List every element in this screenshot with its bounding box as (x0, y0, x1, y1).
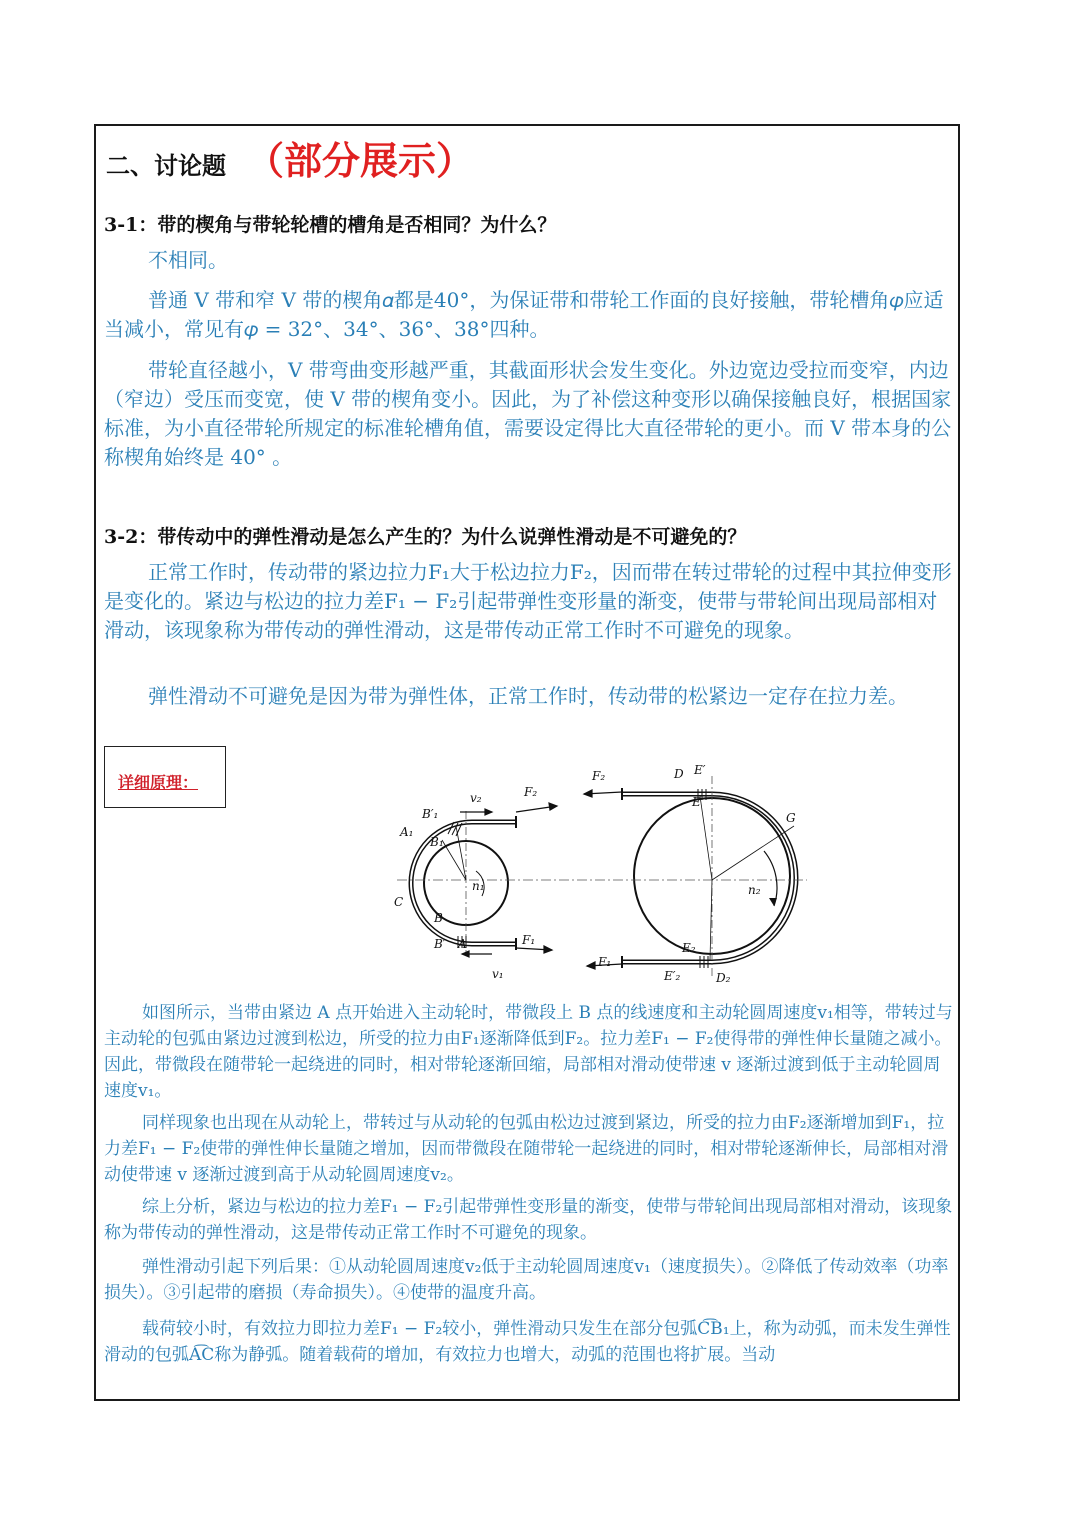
answer-3-1-p1: 普通 V 带和窄 V 带的楔角𝛼都是40°，为保证带和带轮工作面的良好接触，带轮槽角𝜑应适当减小，常见有𝜑 = 32°、34°、36°、38°四种。 (104, 288, 944, 341)
label-D2: D₂ (716, 971, 731, 985)
question-3-2: 3-2：带传动中的弹性滑动是怎么产生的？为什么说弹性滑动是不可避免的？ (104, 526, 747, 548)
label-n1: n₁ (472, 879, 485, 893)
label-Ep: E′ (694, 763, 706, 777)
label-E2p: E′₂ (664, 969, 681, 983)
detail-label: 详细原理： (118, 773, 199, 792)
answer-3-2-p2-text: 弹性滑动不可避免是因为带为弹性体，正常工作时，传动带的松紧边一定存在拉力差。 (148, 684, 908, 708)
label-D: D (674, 767, 684, 781)
label-n2: n₂ (748, 883, 761, 897)
explain-p2: 同样现象也出现在从动轮上，带转过与从动轮的包弧由松边过渡到紧边，所受的拉力由F₂逐渐增加到F₁，拉力差F₁ − F₂使带的弹性伸长量随之增加，因而带微段在随带轮一起绕进的同时，相对带轮逐渐伸长，局部相对滑动使带速 v 逐渐过渡到高于从动轮圆周速度v₂。 (104, 1113, 949, 1185)
section-title: 二、讨论题 (106, 151, 226, 180)
explain-p1: 如图所示，当带由紧边 A 点开始进入主动轮时，带微段上 B 点的线速度和主动轮圆周速度v₁相等，带转过与主动轮的包弧由紧边过渡到松边，所受的拉力由F₁逐渐降低到F₂。拉力差F₁ − F₂使得带的弹性伸长量随之减小。因此，带微段在随带轮一起绕进的同时，相对带轮逐渐回缩，局部相对滑动使带速 v 逐渐过渡到低于主动轮圆周速度v₁。 (104, 1003, 953, 1101)
answer-3-2-p2 (148, 682, 938, 711)
label-F2-top: F₂ (524, 785, 538, 799)
label-E2: E₂ (682, 941, 696, 955)
content-frame (94, 124, 960, 1401)
label-B1p: B′₁ (422, 807, 439, 821)
question-3-1: 3-1：带的楔角与带轮轮槽的槽角是否相同？为什么？ (104, 214, 557, 236)
label-B: B (434, 911, 443, 925)
label-A: A (458, 937, 467, 951)
answer-3-1-short: 不相同。 (148, 248, 228, 272)
label-F1-left: F₁ (598, 955, 612, 969)
label-C: C (394, 895, 404, 909)
explain-p5: 载荷较小时，有效拉力即拉力差F₁ − F₂较小，弹性滑动只发生在部分包弧C͡B₁上，称为动弧，而未发生弹性滑动的包弧A͡C称为静弧。随着载荷的增加，有效拉力也增大，动弧的范围也将扩展。当动 (104, 1319, 951, 1365)
answer-3-2-p1: 正常工作时，传动带的紧边拉力F₁大于松边拉力F₂，因而带在转过带轮的过程中其拉伸变形是变化的。紧边与松边的拉力差F₁ − F₂引起带弹性变形量的渐变，使带与带轮间出现局部相对滑动，该现象称为带传动的弹性滑动，这是带传动正常工作时不可避免的现象。 (104, 560, 952, 642)
explain-p3: 综上分析，紧边与松边的拉力差F₁ − F₂引起带弹性变形量的渐变，使带与带轮间出现局部相对滑动，该现象称为带传动的弹性滑动，这是带传动正常工作时不可避免的现象。 (104, 1197, 953, 1243)
explain-p4: 弹性滑动引起下列后果：①从动轮圆周速度v₂低于主动轮圆周速度v₁（速度损失）。②降低了传动效率（功率损失）。③引起带的磨损（寿命损失）。④使带的温度升高。 (104, 1257, 949, 1303)
section-highlight: （部分展示） (246, 138, 475, 183)
label-F1-bottom: F₁ (522, 933, 536, 947)
label-B1: B₁ (430, 835, 444, 849)
label-v2: v₂ (470, 791, 482, 805)
belt-drive-diagram (392, 756, 812, 986)
answer-3-1-p2: 带轮直径越小，V 带弯曲变形越严重，其截面形状会发生变化。外边宽边受拉而变窄，内边（窄边）受压而变宽，使 V 带的楔角变小。因此，为了补偿这种变形以确保接触良好，根据国家标准，为小直径带轮所规定的标准轮槽角值，需要设定得比大直径带轮的更小。而 V 带本身的公称楔角始终是 40° 。 (104, 358, 952, 469)
label-A1: A₁ (400, 825, 414, 839)
label-Bp: B′ (434, 937, 446, 951)
label-E: E (692, 795, 701, 809)
large-pulley-belt (622, 794, 796, 962)
n2-rotation-arrow (764, 851, 777, 906)
label-G: G (786, 811, 796, 825)
label-F2-left: F₂ (592, 769, 606, 783)
label-v1: v₁ (492, 967, 504, 981)
